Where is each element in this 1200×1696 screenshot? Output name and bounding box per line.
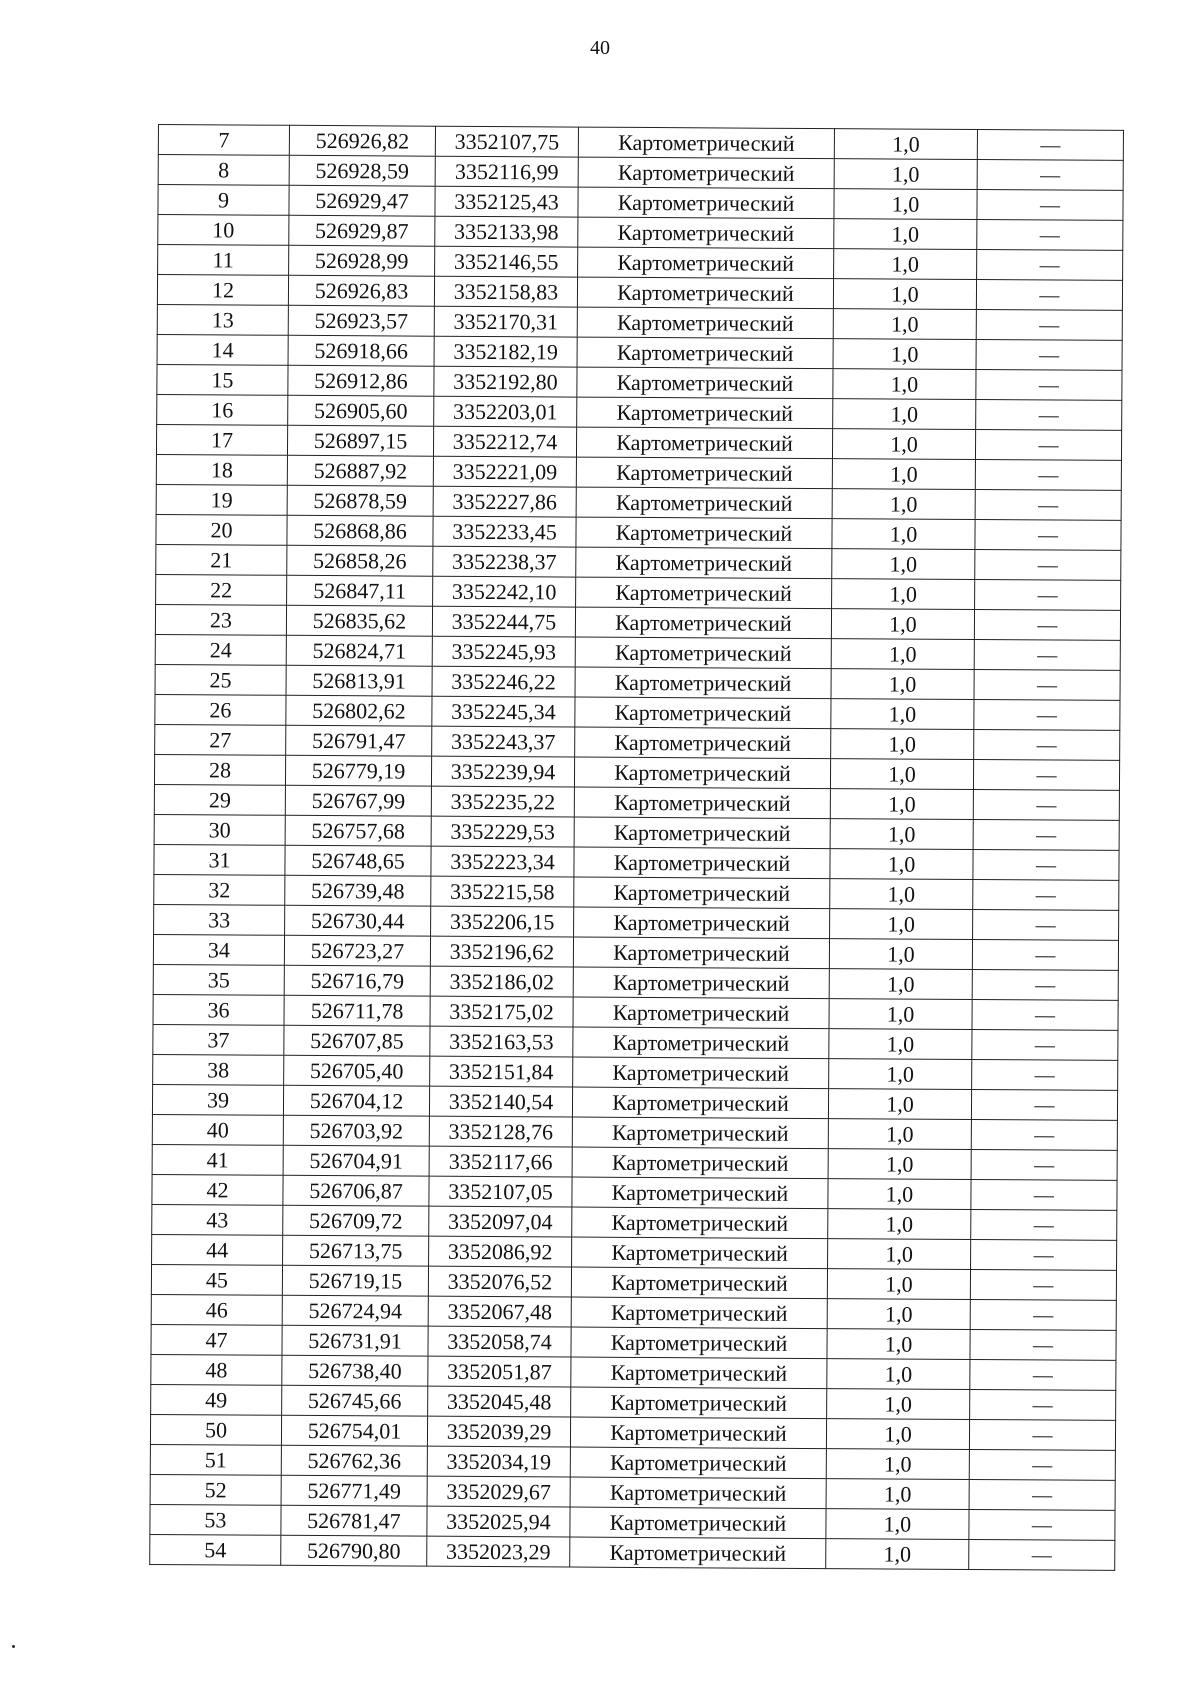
- x-coordinate-cell: 526928,59: [289, 155, 435, 186]
- method-cell: Картометрический: [574, 907, 830, 939]
- x-coordinate-cell: 526705,40: [284, 1055, 430, 1086]
- description-cell: —: [972, 939, 1118, 970]
- method-cell: Картометрический: [571, 1267, 827, 1299]
- point-number-cell: 37: [153, 1024, 284, 1055]
- accuracy-cell: 1,0: [832, 429, 975, 460]
- y-coordinate-cell: 3352215,58: [431, 876, 574, 907]
- x-coordinate-cell: 526704,91: [283, 1145, 429, 1176]
- accuracy-cell: 1,0: [829, 969, 972, 1000]
- description-cell: —: [974, 699, 1120, 730]
- description-cell: —: [975, 579, 1121, 610]
- x-coordinate-cell: 526878,59: [287, 485, 433, 516]
- point-number-cell: 26: [155, 694, 286, 725]
- x-coordinate-cell: 526905,60: [288, 395, 434, 426]
- point-number-cell: 27: [155, 724, 286, 755]
- x-coordinate-cell: 526719,15: [282, 1265, 428, 1296]
- accuracy-cell: 1,0: [833, 309, 976, 340]
- accuracy-cell: 1,0: [834, 129, 977, 160]
- point-number-cell: 15: [157, 364, 288, 395]
- y-coordinate-cell: 3352175,02: [430, 996, 573, 1027]
- y-coordinate-cell: 3352243,37: [432, 726, 575, 757]
- x-coordinate-cell: 526926,82: [289, 125, 435, 156]
- x-coordinate-cell: 526791,47: [286, 725, 432, 756]
- x-coordinate-cell: 526745,66: [282, 1385, 428, 1416]
- point-number-cell: 19: [156, 484, 287, 515]
- description-cell: —: [971, 1089, 1117, 1120]
- x-coordinate-cell: 526704,12: [283, 1085, 429, 1116]
- description-cell: —: [976, 310, 1122, 341]
- point-number-cell: 52: [150, 1474, 281, 1505]
- method-cell: Картометрический: [575, 607, 831, 639]
- description-cell: —: [969, 1419, 1115, 1450]
- method-cell: Картометрический: [572, 1087, 828, 1119]
- point-number-cell: 50: [150, 1414, 281, 1445]
- point-number-cell: 30: [154, 814, 285, 845]
- x-coordinate-cell: 526731,91: [282, 1325, 428, 1356]
- point-number-cell: 24: [155, 634, 286, 665]
- accuracy-cell: 1,0: [827, 1359, 970, 1390]
- coordinates-table-body: [150, 125, 1124, 1571]
- method-cell: Картометрический: [577, 307, 833, 339]
- accuracy-cell: 1,0: [829, 939, 972, 970]
- point-number-cell: 9: [158, 185, 289, 216]
- method-cell: Картометрический: [574, 757, 830, 789]
- description-cell: —: [973, 909, 1119, 940]
- method-cell: Картометрический: [570, 1507, 826, 1539]
- method-cell: Картометрический: [574, 817, 830, 849]
- point-number-cell: 47: [151, 1324, 282, 1355]
- point-number-cell: 46: [151, 1294, 282, 1325]
- x-coordinate-cell: 526723,27: [284, 935, 430, 966]
- point-number-cell: 11: [158, 245, 289, 276]
- method-cell: Картометрический: [573, 937, 829, 969]
- y-coordinate-cell: 3352051,87: [428, 1356, 571, 1387]
- point-number-cell: 54: [150, 1534, 281, 1565]
- method-cell: Картометрический: [576, 487, 832, 519]
- accuracy-cell: 1,0: [831, 609, 974, 640]
- accuracy-cell: 1,0: [834, 219, 977, 250]
- x-coordinate-cell: 526748,65: [285, 845, 431, 876]
- x-coordinate-cell: 526767,99: [285, 785, 431, 816]
- method-cell: Картометрический: [575, 667, 831, 699]
- coordinates-table: [149, 124, 1124, 1571]
- page-number: 40: [590, 37, 610, 59]
- method-cell: Картометрический: [573, 1027, 829, 1059]
- accuracy-cell: 1,0: [831, 639, 974, 670]
- y-coordinate-cell: 3352140,54: [429, 1086, 572, 1117]
- point-number-cell: 36: [153, 994, 284, 1025]
- description-cell: —: [972, 1059, 1118, 1090]
- description-cell: —: [975, 489, 1121, 520]
- x-coordinate-cell: 526771,49: [281, 1475, 427, 1506]
- accuracy-cell: 1,0: [827, 1269, 970, 1300]
- x-coordinate-cell: 526858,26: [287, 545, 433, 576]
- x-coordinate-cell: 526887,92: [287, 455, 433, 486]
- method-cell: Картометрический: [578, 247, 834, 279]
- point-number-cell: 44: [152, 1234, 283, 1265]
- accuracy-cell: 1,0: [832, 579, 975, 610]
- y-coordinate-cell: 3352245,34: [432, 696, 575, 727]
- accuracy-cell: 1,0: [830, 849, 973, 880]
- point-number-cell: 35: [153, 964, 284, 995]
- description-cell: —: [976, 400, 1122, 431]
- y-coordinate-cell: 3352025,94: [427, 1506, 570, 1537]
- method-cell: Картометрический: [576, 547, 832, 579]
- description-cell: —: [969, 1509, 1115, 1540]
- accuracy-cell: 1,0: [832, 519, 975, 550]
- accuracy-cell: 1,0: [829, 1059, 972, 1090]
- accuracy-cell: 1,0: [830, 879, 973, 910]
- description-cell: —: [973, 879, 1119, 910]
- x-coordinate-cell: 526739,48: [285, 875, 431, 906]
- point-number-cell: 51: [150, 1444, 281, 1475]
- y-coordinate-cell: 3352117,66: [429, 1146, 572, 1177]
- y-coordinate-cell: 3352196,62: [430, 936, 573, 967]
- x-coordinate-cell: 526706,87: [283, 1175, 429, 1206]
- description-cell: —: [970, 1269, 1116, 1300]
- method-cell: Картометрический: [573, 1057, 829, 1089]
- description-cell: —: [971, 1239, 1117, 1270]
- point-number-cell: 29: [154, 784, 285, 815]
- method-cell: Картометрический: [575, 727, 831, 759]
- description-cell: —: [970, 1299, 1116, 1330]
- description-cell: —: [971, 1179, 1117, 1210]
- point-number-cell: 10: [158, 215, 289, 246]
- x-coordinate-cell: 526716,79: [284, 965, 430, 996]
- x-coordinate-cell: 526868,86: [287, 515, 433, 546]
- y-coordinate-cell: 3352182,19: [434, 336, 577, 367]
- accuracy-cell: 1,0: [834, 189, 977, 220]
- accuracy-cell: 1,0: [826, 1509, 969, 1540]
- description-cell: —: [975, 430, 1121, 461]
- description-cell: —: [977, 190, 1123, 221]
- accuracy-cell: 1,0: [828, 1119, 971, 1150]
- description-cell: —: [977, 130, 1123, 161]
- y-coordinate-cell: 3352221,09: [433, 456, 576, 487]
- accuracy-cell: 1,0: [833, 279, 976, 310]
- y-coordinate-cell: 3352206,15: [431, 906, 574, 937]
- y-coordinate-cell: 3352097,04: [429, 1206, 572, 1237]
- description-cell: —: [972, 969, 1118, 1000]
- point-number-cell: 49: [151, 1384, 282, 1415]
- method-cell: Картометрический: [577, 337, 833, 369]
- accuracy-cell: 1,0: [833, 399, 976, 430]
- point-number-cell: 21: [156, 544, 287, 575]
- y-coordinate-cell: 3352223,34: [431, 846, 574, 877]
- y-coordinate-cell: 3352245,93: [432, 636, 575, 667]
- method-cell: Картометрический: [571, 1327, 827, 1359]
- x-coordinate-cell: 526847,11: [287, 575, 433, 606]
- y-coordinate-cell: 3352125,43: [435, 186, 578, 217]
- y-coordinate-cell: 3352203,01: [434, 396, 577, 427]
- accuracy-cell: 1,0: [831, 699, 974, 730]
- x-coordinate-cell: 526713,75: [283, 1235, 429, 1266]
- method-cell: Картометрический: [572, 1207, 828, 1239]
- x-coordinate-cell: 526926,83: [288, 275, 434, 306]
- method-cell: Картометрический: [574, 847, 830, 879]
- y-coordinate-cell: 3352039,29: [427, 1416, 570, 1447]
- x-coordinate-cell: 526802,62: [286, 695, 432, 726]
- x-coordinate-cell: 526790,80: [281, 1535, 427, 1566]
- method-cell: Картометрический: [572, 1117, 828, 1149]
- description-cell: —: [976, 280, 1122, 311]
- y-coordinate-cell: 3352233,45: [433, 516, 576, 547]
- y-coordinate-cell: 3352133,98: [435, 216, 578, 247]
- point-number-cell: 20: [156, 514, 287, 545]
- x-coordinate-cell: 526709,72: [283, 1205, 429, 1236]
- point-number-cell: 48: [151, 1354, 282, 1385]
- x-coordinate-cell: 526824,71: [286, 635, 432, 666]
- x-coordinate-cell: 526929,47: [289, 185, 435, 216]
- point-number-cell: 42: [152, 1174, 283, 1205]
- method-cell: Картометрический: [572, 1177, 828, 1209]
- description-cell: —: [971, 1149, 1117, 1180]
- accuracy-cell: 1,0: [828, 1149, 971, 1180]
- accuracy-cell: 1,0: [833, 369, 976, 400]
- accuracy-cell: 1,0: [826, 1449, 969, 1480]
- x-coordinate-cell: 526912,86: [288, 365, 434, 396]
- accuracy-cell: 1,0: [826, 1419, 969, 1450]
- y-coordinate-cell: 3352029,67: [427, 1476, 570, 1507]
- method-cell: Картометрический: [571, 1357, 827, 1389]
- point-number-cell: 16: [157, 394, 288, 425]
- x-coordinate-cell: 526923,57: [288, 305, 434, 336]
- accuracy-cell: 1,0: [834, 249, 977, 280]
- description-cell: —: [973, 759, 1119, 790]
- description-cell: —: [975, 459, 1121, 490]
- y-coordinate-cell: 3352244,75: [432, 606, 575, 637]
- point-number-cell: 43: [152, 1204, 283, 1235]
- description-cell: —: [976, 340, 1122, 371]
- description-cell: —: [972, 999, 1118, 1030]
- description-cell: —: [970, 1359, 1116, 1390]
- description-cell: —: [977, 220, 1123, 251]
- method-cell: Картометрический: [573, 997, 829, 1029]
- method-cell: Картометрический: [578, 127, 834, 159]
- point-number-cell: 34: [153, 934, 284, 965]
- y-coordinate-cell: 3352170,31: [434, 306, 577, 337]
- y-coordinate-cell: 3352107,75: [435, 126, 578, 157]
- accuracy-cell: 1,0: [828, 1209, 971, 1240]
- description-cell: —: [976, 370, 1122, 401]
- accuracy-cell: 1,0: [828, 1179, 971, 1210]
- method-cell: Картометрический: [576, 427, 832, 459]
- x-coordinate-cell: 526754,01: [281, 1415, 427, 1446]
- x-coordinate-cell: 526779,19: [285, 755, 431, 786]
- method-cell: Картометрический: [577, 397, 833, 429]
- x-coordinate-cell: 526781,47: [281, 1505, 427, 1536]
- method-cell: Картометрический: [578, 187, 834, 219]
- accuracy-cell: 1,0: [830, 819, 973, 850]
- y-coordinate-cell: 3352238,37: [433, 546, 576, 577]
- accuracy-cell: 1,0: [827, 1299, 970, 1330]
- description-cell: —: [975, 549, 1121, 580]
- x-coordinate-cell: 526711,78: [284, 995, 430, 1026]
- point-number-cell: 31: [154, 844, 285, 875]
- y-coordinate-cell: 3352158,83: [434, 276, 577, 307]
- y-coordinate-cell: 3352116,99: [435, 156, 578, 187]
- description-cell: —: [977, 250, 1123, 281]
- y-coordinate-cell: 3352076,52: [428, 1266, 571, 1297]
- y-coordinate-cell: 3352229,53: [431, 816, 574, 847]
- description-cell: —: [974, 729, 1120, 760]
- description-cell: —: [974, 669, 1120, 700]
- accuracy-cell: 1,0: [832, 549, 975, 580]
- y-coordinate-cell: 3352246,22: [432, 666, 575, 697]
- y-coordinate-cell: 3352151,84: [430, 1056, 573, 1087]
- x-coordinate-cell: 526707,85: [284, 1025, 430, 1056]
- method-cell: Картометрический: [570, 1417, 826, 1449]
- x-coordinate-cell: 526738,40: [282, 1355, 428, 1386]
- y-coordinate-cell: 3352045,48: [428, 1386, 571, 1417]
- x-coordinate-cell: 526835,62: [286, 605, 432, 636]
- accuracy-cell: 1,0: [834, 159, 977, 190]
- x-coordinate-cell: 526897,15: [287, 425, 433, 456]
- description-cell: —: [969, 1479, 1115, 1510]
- point-number-cell: 22: [156, 574, 287, 605]
- accuracy-cell: 1,0: [830, 909, 973, 940]
- method-cell: Картометрический: [578, 157, 834, 189]
- x-coordinate-cell: 526757,68: [285, 815, 431, 846]
- y-coordinate-cell: 3352086,92: [429, 1236, 572, 1267]
- method-cell: Картометрический: [575, 637, 831, 669]
- method-cell: Картометрический: [570, 1447, 826, 1479]
- x-coordinate-cell: 526703,92: [283, 1115, 429, 1146]
- method-cell: Картометрический: [572, 1147, 828, 1179]
- y-coordinate-cell: 3352242,10: [433, 576, 576, 607]
- description-cell: —: [971, 1209, 1117, 1240]
- y-coordinate-cell: 3352227,86: [433, 486, 576, 517]
- description-cell: —: [971, 1119, 1117, 1150]
- method-cell: Картометрический: [570, 1477, 826, 1509]
- y-coordinate-cell: 3352239,94: [431, 756, 574, 787]
- accuracy-cell: 1,0: [829, 1029, 972, 1060]
- method-cell: Картометрический: [576, 517, 832, 549]
- point-number-cell: 39: [152, 1084, 283, 1115]
- description-cell: —: [969, 1449, 1115, 1480]
- method-cell: Картометрический: [578, 217, 834, 249]
- y-coordinate-cell: 3352058,74: [428, 1326, 571, 1357]
- accuracy-cell: 1,0: [827, 1329, 970, 1360]
- description-cell: —: [973, 819, 1119, 850]
- accuracy-cell: 1,0: [828, 1239, 971, 1270]
- y-coordinate-cell: 3352212,74: [433, 426, 576, 457]
- accuracy-cell: 1,0: [832, 459, 975, 490]
- accuracy-cell: 1,0: [831, 669, 974, 700]
- y-coordinate-cell: 3352186,02: [430, 966, 573, 997]
- point-number-cell: 38: [153, 1054, 284, 1085]
- accuracy-cell: 1,0: [833, 339, 976, 370]
- description-cell: —: [974, 609, 1120, 640]
- method-cell: Картометрический: [573, 967, 829, 999]
- table-row: [150, 1534, 1115, 1570]
- description-cell: —: [975, 519, 1121, 550]
- x-coordinate-cell: 526929,87: [289, 215, 435, 246]
- method-cell: Картометрический: [571, 1297, 827, 1329]
- description-cell: —: [977, 160, 1123, 191]
- point-number-cell: 25: [155, 664, 286, 695]
- point-number-cell: 17: [156, 424, 287, 455]
- point-number-cell: 53: [150, 1504, 281, 1535]
- method-cell: Картометрический: [574, 877, 830, 909]
- x-coordinate-cell: 526724,94: [282, 1295, 428, 1326]
- description-cell: —: [970, 1389, 1116, 1420]
- accuracy-cell: 1,0: [826, 1539, 969, 1570]
- method-cell: Картометрический: [574, 787, 830, 819]
- method-cell: Картометрический: [570, 1537, 826, 1569]
- y-coordinate-cell: 3352128,76: [429, 1116, 572, 1147]
- y-coordinate-cell: 3352023,29: [427, 1536, 570, 1567]
- description-cell: —: [974, 639, 1120, 670]
- y-coordinate-cell: 3352067,48: [428, 1296, 571, 1327]
- point-number-cell: 14: [157, 334, 288, 365]
- accuracy-cell: 1,0: [830, 789, 973, 820]
- point-number-cell: 8: [158, 155, 289, 186]
- y-coordinate-cell: 3352107,05: [429, 1176, 572, 1207]
- description-cell: —: [970, 1329, 1116, 1360]
- y-coordinate-cell: 3352146,55: [435, 246, 578, 277]
- point-number-cell: 45: [151, 1264, 282, 1295]
- x-coordinate-cell: 526762,36: [281, 1445, 427, 1476]
- accuracy-cell: 1,0: [832, 489, 975, 520]
- description-cell: —: [969, 1539, 1115, 1570]
- y-coordinate-cell: 3352192,80: [434, 366, 577, 397]
- description-cell: —: [972, 1029, 1118, 1060]
- method-cell: Картометрический: [576, 457, 832, 489]
- method-cell: Картометрический: [577, 367, 833, 399]
- point-number-cell: 23: [155, 604, 286, 635]
- accuracy-cell: 1,0: [830, 759, 973, 790]
- y-coordinate-cell: 3352034,19: [427, 1446, 570, 1477]
- point-number-cell: 13: [157, 304, 288, 335]
- description-cell: —: [973, 849, 1119, 880]
- point-number-cell: 18: [156, 454, 287, 485]
- x-coordinate-cell: 526928,99: [289, 245, 435, 276]
- x-coordinate-cell: 526730,44: [285, 905, 431, 936]
- x-coordinate-cell: 526918,66: [288, 335, 434, 366]
- accuracy-cell: 1,0: [828, 1089, 971, 1120]
- point-number-cell: 33: [154, 904, 285, 935]
- y-coordinate-cell: 3352235,22: [431, 786, 574, 817]
- method-cell: Картометрический: [572, 1237, 828, 1269]
- point-number-cell: 12: [157, 275, 288, 306]
- y-coordinate-cell: 3352163,53: [430, 1026, 573, 1057]
- description-cell: —: [973, 789, 1119, 820]
- point-number-cell: 28: [154, 754, 285, 785]
- accuracy-cell: 1,0: [826, 1479, 969, 1510]
- accuracy-cell: 1,0: [829, 999, 972, 1030]
- accuracy-cell: 1,0: [827, 1389, 970, 1420]
- method-cell: Картометрический: [576, 577, 832, 609]
- method-cell: Картометрический: [577, 277, 833, 309]
- accuracy-cell: 1,0: [831, 729, 974, 760]
- scan-speck: [12, 1645, 15, 1648]
- point-number-cell: 32: [154, 874, 285, 905]
- method-cell: Картометрический: [575, 697, 831, 729]
- method-cell: Картометрический: [571, 1387, 827, 1419]
- point-number-cell: 40: [152, 1114, 283, 1145]
- point-number-cell: 7: [158, 125, 289, 156]
- point-number-cell: 41: [152, 1144, 283, 1175]
- x-coordinate-cell: 526813,91: [286, 665, 432, 696]
